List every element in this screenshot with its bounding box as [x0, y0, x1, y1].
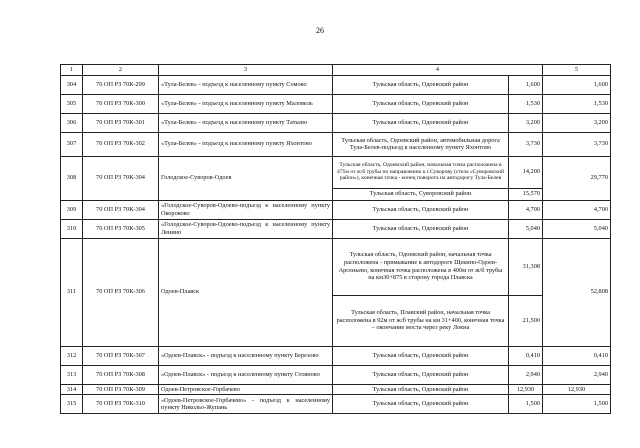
row-number: 306: [61, 113, 83, 132]
road-location: Тульская область, Одоевский район: [333, 219, 509, 238]
road-name: «Тула-Белев» - подъезд к населенному пункту Маловель: [159, 94, 333, 113]
segment-length: 0,410: [509, 346, 543, 365]
row-number: 308: [61, 156, 83, 200]
row-number: 313: [61, 365, 83, 384]
road-code: 70 ОП РЗ 70К-302: [83, 132, 159, 156]
road-location: Тульская область, Одоевский район, начальная точка расположена в 475м от ж/б трубы по направлению к г.Суворову (стела «Суворовский район»), конечная точка - конец поворота на автодорогу Тула-Белев: [333, 156, 509, 188]
roads-table: [60, 64, 611, 414]
segment-length: 3,730: [509, 132, 543, 156]
segment-length: 14,200: [509, 156, 543, 188]
table-row: [61, 75, 611, 94]
road-name: «Тула-Белев» - подъезд к населенному пункту Сомово: [159, 75, 333, 94]
road-name: «Тула-Белев» - подъезд к населенному пункту Татьево: [159, 113, 333, 132]
road-name: Голодское-Суворов-Одоев: [159, 156, 333, 200]
road-code: 70 ОП РЗ 70К-309: [83, 384, 159, 395]
row-number: 309: [61, 200, 83, 219]
table-row: [61, 219, 611, 238]
segment-length: 1,500: [509, 395, 543, 414]
road-code: 70 ОП РЗ 70К-300: [83, 94, 159, 113]
segment-length: 2,940: [509, 365, 543, 384]
road-location: Тульская область, Плавский район, начальная точка расположена в 92м от ж/б трубы на км 31+400, конечная точка – окончание моста через реку Локна: [333, 295, 509, 346]
total-length: 29,770: [543, 156, 611, 200]
road-code: 70 ОП РЗ 70К-304: [83, 200, 159, 219]
road-location: Тульская область, Одоевский район: [333, 113, 509, 132]
road-name: «Тула-Белев» - подъезд к населенному пункту Яхонтово: [159, 132, 333, 156]
road-name: Одоев-Петровское-Горбачево: [159, 384, 333, 395]
total-length: 1,600: [543, 75, 611, 94]
total-length: 1,530: [543, 94, 611, 113]
segment-length: 1,530: [509, 94, 543, 113]
road-name: «Одоев-Плавск» - подъезд к населенному пункту Березово: [159, 346, 333, 365]
row-number: 310: [61, 219, 83, 238]
table-row: [61, 113, 611, 132]
road-location: Тульская область, Одоевский район: [333, 94, 509, 113]
road-code: 70 ОП РЗ 70К-301: [83, 113, 159, 132]
segment-length: 1,600: [509, 75, 543, 94]
road-location: Тульская область, Одоевский район: [333, 365, 509, 384]
row-number: 307: [61, 132, 83, 156]
total-length: 5,040: [543, 219, 611, 238]
table-row: [61, 346, 611, 365]
table-row: [61, 156, 611, 188]
road-location: Тульская область, Одоевский район: [333, 346, 509, 365]
row-number: 305: [61, 94, 83, 113]
total-length: 2,940: [543, 365, 611, 384]
table-row: [61, 132, 611, 156]
segment-length: 12,930: [509, 384, 543, 395]
header-cell: 3: [159, 65, 333, 76]
header-cell: 5: [543, 65, 611, 76]
header-cell: 2: [83, 65, 159, 76]
road-location: Тульская область, Одоевский район, автомобильная дорога Тула-Белев-подъезд к населенному пункту Яхонтово: [333, 132, 509, 156]
table-row: [61, 94, 611, 113]
road-code: 70 ОП РЗ 70К-307: [83, 346, 159, 365]
road-name: «Голодское-Суворов-Одоево-подъезд к населенному пункту Окороково: [159, 200, 333, 219]
road-location: Тульская область, Одоевский район: [333, 75, 509, 94]
total-length: 52,808: [543, 238, 611, 346]
row-number: 314: [61, 384, 83, 395]
road-code: 70 ОП РЗ 70К-305: [83, 219, 159, 238]
road-code: 70 ОП РЗ 70К-306: [83, 238, 159, 346]
road-location: Тульская область, Одоевский район, начальная точка расположена - примыкание к автодороге Щекино-Одоев-Арсеньево, конечная точка расположена в 400м от ж/б трубы на км30+875 в сторону города Плавска: [333, 238, 509, 295]
total-length: 3,200: [543, 113, 611, 132]
road-name: «Голодское-Суворов-Одоево-подъезд к населенному пункту Ленино: [159, 219, 333, 238]
total-length: 0,410: [543, 346, 611, 365]
table-row: [61, 200, 611, 219]
segment-length: 15,570: [509, 188, 543, 200]
road-location: Тульская область, Суворовский район: [333, 188, 509, 200]
total-length: 1,500: [543, 395, 611, 414]
table-row: [61, 384, 611, 395]
segment-length: 31,308: [509, 238, 543, 295]
segment-length: 4,700: [509, 200, 543, 219]
header-cell: 4: [333, 65, 543, 76]
table-row: [61, 395, 611, 414]
row-number: 312: [61, 346, 83, 365]
road-code: 70 ОП РЗ 70К-304: [83, 156, 159, 200]
road-name: Одоев-Плавск: [159, 238, 333, 346]
total-length: 4,700: [543, 200, 611, 219]
road-location: Тульская область, Одоевский район: [333, 200, 509, 219]
row-number: 304: [61, 75, 83, 94]
segment-length: 5,040: [509, 219, 543, 238]
table-header-row: [61, 65, 611, 76]
road-code: 70 ОП РЗ 70К-308: [83, 365, 159, 384]
road-code: 70 ОП РЗ 70К-299: [83, 75, 159, 94]
row-number: 311: [61, 238, 83, 346]
header-cell: 1: [61, 65, 83, 76]
table-row: [61, 238, 611, 295]
table-row: [61, 365, 611, 384]
road-name: «Одоев-Плавск» - подъезд к населенному пункту Стояново: [159, 365, 333, 384]
segment-length: 21,500: [509, 295, 543, 346]
total-length: 12,930: [543, 384, 611, 395]
road-location: Тульская область, Одоевский район: [333, 395, 509, 414]
page-number: 26: [316, 26, 324, 35]
road-code: 70 ОП РЗ 70К-310: [83, 395, 159, 414]
total-length: 3,730: [543, 132, 611, 156]
road-name: «Одоев-Петровское-Горбачево» - подъезд к населенному пункту Никольо-Жупань: [159, 395, 333, 414]
road-location: Тульская область, Одоевский район: [333, 384, 509, 395]
segment-length: 3,200: [509, 113, 543, 132]
row-number: 315: [61, 395, 83, 414]
